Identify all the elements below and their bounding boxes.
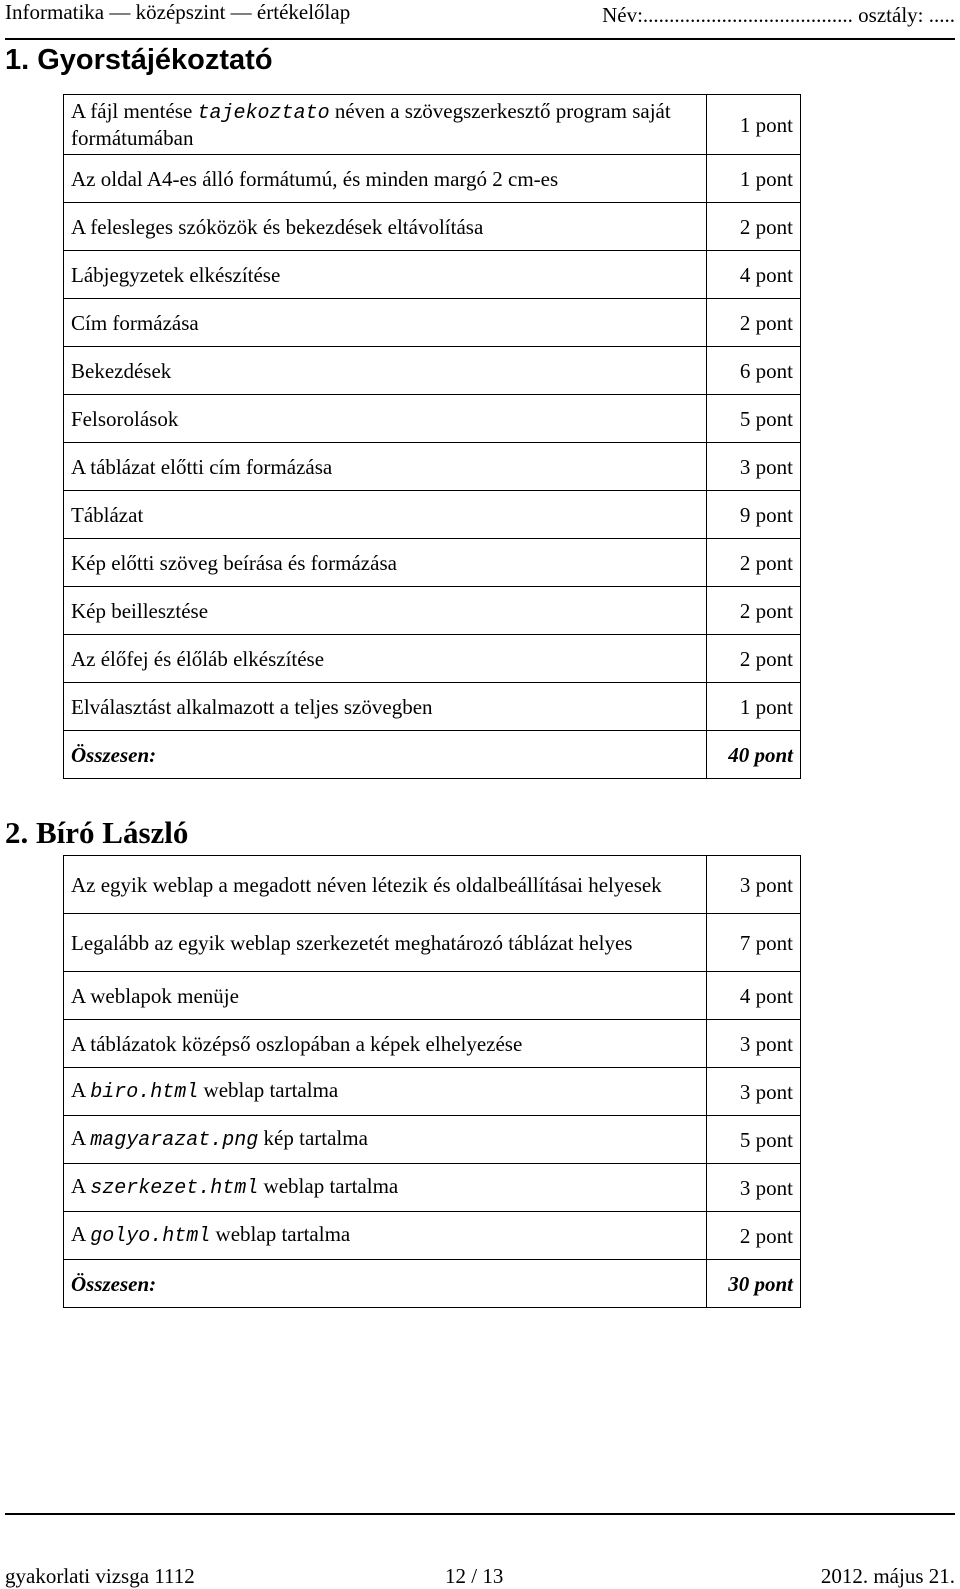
table-row <box>64 1116 900 1164</box>
max-points-cell: 1 pont <box>707 683 801 731</box>
table-row <box>64 539 900 587</box>
max-points-cell: 1 pont <box>707 155 801 203</box>
criterion-text: Táblázat <box>71 502 144 527</box>
total-label: Összesen: <box>64 731 707 779</box>
blank-cell <box>801 299 900 347</box>
section-2-score-table <box>63 855 900 1308</box>
criterion-text: A fájl mentése <box>71 99 198 123</box>
criterion-text-suffix: néven a szövegszerkesztő program saját formátumában <box>71 99 671 150</box>
page-footer <box>5 1513 955 1589</box>
section-1-rows <box>64 95 900 779</box>
table-row <box>64 95 900 155</box>
criterion-text: A <box>71 1174 91 1198</box>
criterion-text-suffix: weblap tartalma <box>210 1222 351 1246</box>
blank-cell <box>801 395 900 443</box>
criterion-text: Bekezdések <box>71 358 172 383</box>
blank-cell <box>801 914 900 972</box>
blank-cell <box>801 443 900 491</box>
table-row <box>64 856 900 914</box>
page-header <box>5 0 955 40</box>
max-points-cell: 1 pont <box>707 95 801 155</box>
criterion-text: Az oldal A4-es álló formátumú, és minden margó 2 cm-es <box>71 166 559 191</box>
max-points-cell: 2 pont <box>707 299 801 347</box>
total-points: 30 pont <box>707 1260 801 1308</box>
blank-cell <box>801 972 900 1020</box>
file-name: szerkezet.html <box>90 1177 259 1200</box>
table-row <box>64 251 900 299</box>
max-points-cell: 6 pont <box>707 347 801 395</box>
criterion-cell <box>64 299 707 347</box>
table-row <box>64 347 900 395</box>
table-row <box>64 1212 900 1260</box>
total-row <box>64 1260 900 1308</box>
section-1-title: 1. Gyorstájékoztató <box>5 44 273 76</box>
criterion-cell <box>64 1068 707 1116</box>
table-row <box>64 683 900 731</box>
header-name-class-field: Név:........................................ osztály: ..... <box>602 3 955 27</box>
criterion-text: A táblázat előtti cím formázása <box>71 454 333 479</box>
table-row <box>64 491 900 539</box>
blank-cell <box>801 1068 900 1116</box>
max-points-cell: 9 pont <box>707 491 801 539</box>
table-row <box>64 587 900 635</box>
max-points-cell: 2 pont <box>707 203 801 251</box>
max-points-cell: 3 pont <box>707 1164 801 1212</box>
criterion-text: Elválasztást alkalmazott a teljes szövegben <box>71 694 433 719</box>
criterion-cell <box>64 539 707 587</box>
criterion-text-suffix: weblap tartalma <box>198 1078 339 1102</box>
section-1-score-table <box>63 94 900 779</box>
section-2-rows <box>64 856 900 1308</box>
blank-cell <box>801 1116 900 1164</box>
table-row <box>64 1164 900 1212</box>
blank-cell <box>801 155 900 203</box>
footer-rule <box>5 1513 955 1515</box>
max-points-cell: 4 pont <box>707 972 801 1020</box>
criterion-cell <box>64 395 707 443</box>
criterion-cell <box>64 1116 707 1164</box>
max-points-cell: 3 pont <box>707 443 801 491</box>
criterion-cell <box>64 587 707 635</box>
blank-cell <box>801 95 900 155</box>
criterion-text: A felesleges szóközök és bekezdések eltávolítása <box>71 214 484 239</box>
table-row <box>64 1020 900 1068</box>
blank-cell <box>801 203 900 251</box>
max-points-cell: 3 pont <box>707 1020 801 1068</box>
max-points-cell: 5 pont <box>707 395 801 443</box>
blank-cell <box>801 251 900 299</box>
blank-cell <box>801 683 900 731</box>
table-row <box>64 299 900 347</box>
file-name: tajekoztato <box>197 102 330 125</box>
max-points-cell: 2 pont <box>707 1212 801 1260</box>
table-row <box>64 1068 900 1116</box>
criterion-cell <box>64 155 707 203</box>
criterion-text: Az élőfej és élőláb elkészítése <box>71 646 325 671</box>
header-subject: Informatika — középszint — értékelőlap <box>5 0 351 24</box>
max-points-cell: 4 pont <box>707 251 801 299</box>
blank-cell <box>801 1212 900 1260</box>
max-points-cell: 3 pont <box>707 856 801 914</box>
criterion-cell <box>64 251 707 299</box>
criterion-text: A táblázatok középső oszlopában a képek elhelyezése <box>71 1031 523 1056</box>
blank-cell <box>801 1020 900 1068</box>
criterion-text: A <box>71 1222 91 1246</box>
criterion-cell <box>64 491 707 539</box>
table-row <box>64 443 900 491</box>
table-row <box>64 203 900 251</box>
max-points-cell: 2 pont <box>707 539 801 587</box>
total-points: 40 pont <box>707 731 801 779</box>
criterion-text-suffix: kép tartalma <box>258 1126 368 1150</box>
max-points-cell: 3 pont <box>707 1068 801 1116</box>
criterion-text: A <box>71 1126 91 1150</box>
file-name: biro.html <box>90 1081 199 1104</box>
blank-cell <box>801 539 900 587</box>
criterion-cell <box>64 203 707 251</box>
table-row <box>64 395 900 443</box>
blank-cell <box>801 491 900 539</box>
criterion-cell <box>64 1020 707 1068</box>
section-2-title: 2. Bíró László <box>5 815 189 850</box>
table-row <box>64 155 900 203</box>
footer-date: 2012. május 21. <box>820 1564 955 1588</box>
criterion-text: Lábjegyzetek elkészítése <box>71 262 281 287</box>
total-row <box>64 731 900 779</box>
criterion-text: Felsorolások <box>71 406 179 431</box>
criterion-text: Cím formázása <box>71 310 199 335</box>
criterion-cell <box>64 1164 707 1212</box>
criterion-text: A weblapok menüje <box>71 983 239 1008</box>
table-row <box>64 914 900 972</box>
table-row <box>64 972 900 1020</box>
criterion-cell <box>64 914 707 972</box>
blank-cell <box>801 587 900 635</box>
blank-cell <box>801 1164 900 1212</box>
header-rule <box>5 38 955 40</box>
file-name: magyarazat.png <box>90 1129 259 1152</box>
criterion-cell <box>64 683 707 731</box>
footer-exam-id: gyakorlati vizsga 1112 <box>5 1564 195 1588</box>
max-points-cell: 2 pont <box>707 587 801 635</box>
footer-page-number: 12 / 13 <box>445 1564 504 1588</box>
criterion-text: Legalább az egyik weblap szerkezetét meghatározó táblázat helyes <box>71 930 633 955</box>
criterion-cell <box>64 1212 707 1260</box>
max-points-cell: 7 pont <box>707 914 801 972</box>
criterion-text-suffix: weblap tartalma <box>258 1174 399 1198</box>
criterion-cell <box>64 856 707 914</box>
total-label: Összesen: <box>64 1260 707 1308</box>
blank-cell <box>801 856 900 914</box>
blank-cell <box>801 347 900 395</box>
criterion-cell <box>64 347 707 395</box>
criterion-text: Az egyik weblap a megadott néven létezik és oldalbeállításai helyesek <box>71 872 662 897</box>
blank-cell <box>801 1260 900 1308</box>
blank-cell <box>801 731 900 779</box>
criterion-text: Kép előtti szöveg beírása és formázása <box>71 550 397 575</box>
criterion-cell <box>64 972 707 1020</box>
file-name: golyo.html <box>90 1225 211 1248</box>
criterion-cell <box>64 635 707 683</box>
criterion-cell <box>64 443 707 491</box>
table-row <box>64 635 900 683</box>
criterion-text: Kép beillesztése <box>71 598 209 623</box>
criterion-cell <box>64 95 707 155</box>
criterion-text: A <box>71 1078 91 1102</box>
max-points-cell: 5 pont <box>707 1116 801 1164</box>
blank-cell <box>801 635 900 683</box>
max-points-cell: 2 pont <box>707 635 801 683</box>
